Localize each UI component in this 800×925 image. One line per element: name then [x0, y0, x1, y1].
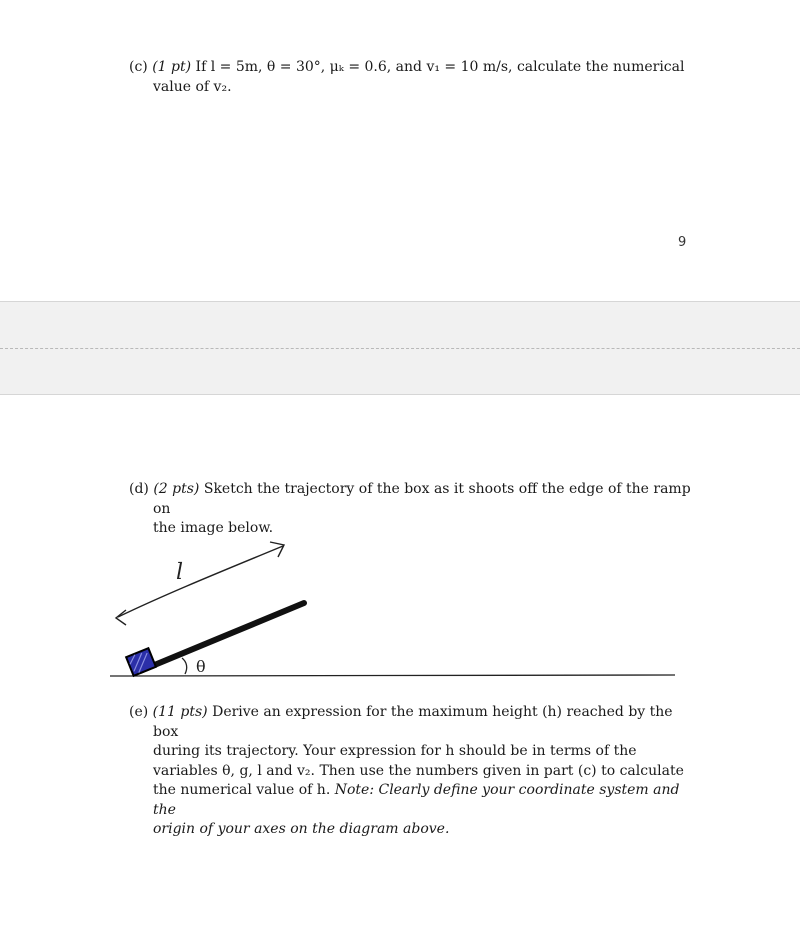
part-c-line-1 [129, 58, 694, 97]
part-d-text-1: Sketch the trajectory of the box as it shoots off the edge of the ramp on [153, 481, 691, 517]
ground-line [110, 675, 675, 676]
part-d-points: (2 pts) [153, 481, 200, 497]
part-c-text-2: value of v₂. [153, 78, 232, 95]
part-d-text-2: the image below. [153, 520, 274, 536]
question-part-e [129, 703, 694, 840]
part-c-label: (c) [129, 59, 148, 75]
ramp-figure [0, 530, 800, 690]
angle-arc [182, 658, 187, 674]
question-part-c [129, 58, 694, 97]
length-arrow [118, 546, 283, 617]
page-break [0, 301, 800, 395]
length-arrowhead-right [270, 542, 284, 557]
part-e-paragraph [129, 703, 694, 840]
part-e-text-1: Derive an expression for the maximum height (h) reached by the box [153, 704, 673, 740]
part-e-label: (e) [129, 704, 149, 720]
angle-label: θ [196, 657, 206, 676]
part-e-points: (11 pts) [152, 704, 208, 720]
ramp-diagram [0, 530, 800, 690]
length-arrowhead-left [116, 610, 126, 625]
part-c-text-1: If l = 5m, θ = 30°, μₖ = 0.6, and v₁ = 10 m/s, calculate the numerical [195, 59, 685, 75]
part-c-points: (1 pt) [152, 59, 192, 75]
box [126, 648, 156, 676]
part-e-note-2: origin of your axes on the diagram above. [153, 821, 450, 837]
part-e-text-4: the numerical value of h. [153, 782, 331, 798]
part-e-note-1: Note: Clearly define your coordinate system and the [153, 782, 680, 818]
length-label: l [176, 560, 184, 585]
page-number: 9 [678, 235, 687, 250]
part-e-text-3: variables θ, g, l and v₂. Then use the numbers given in part (c) to calculate [153, 762, 684, 779]
part-d-label: (d) [129, 481, 149, 497]
ramp [140, 603, 304, 671]
page-break-divider [0, 348, 800, 349]
part-e-text-2: during its trajectory. Your expression for h should be in terms of the [153, 743, 637, 759]
